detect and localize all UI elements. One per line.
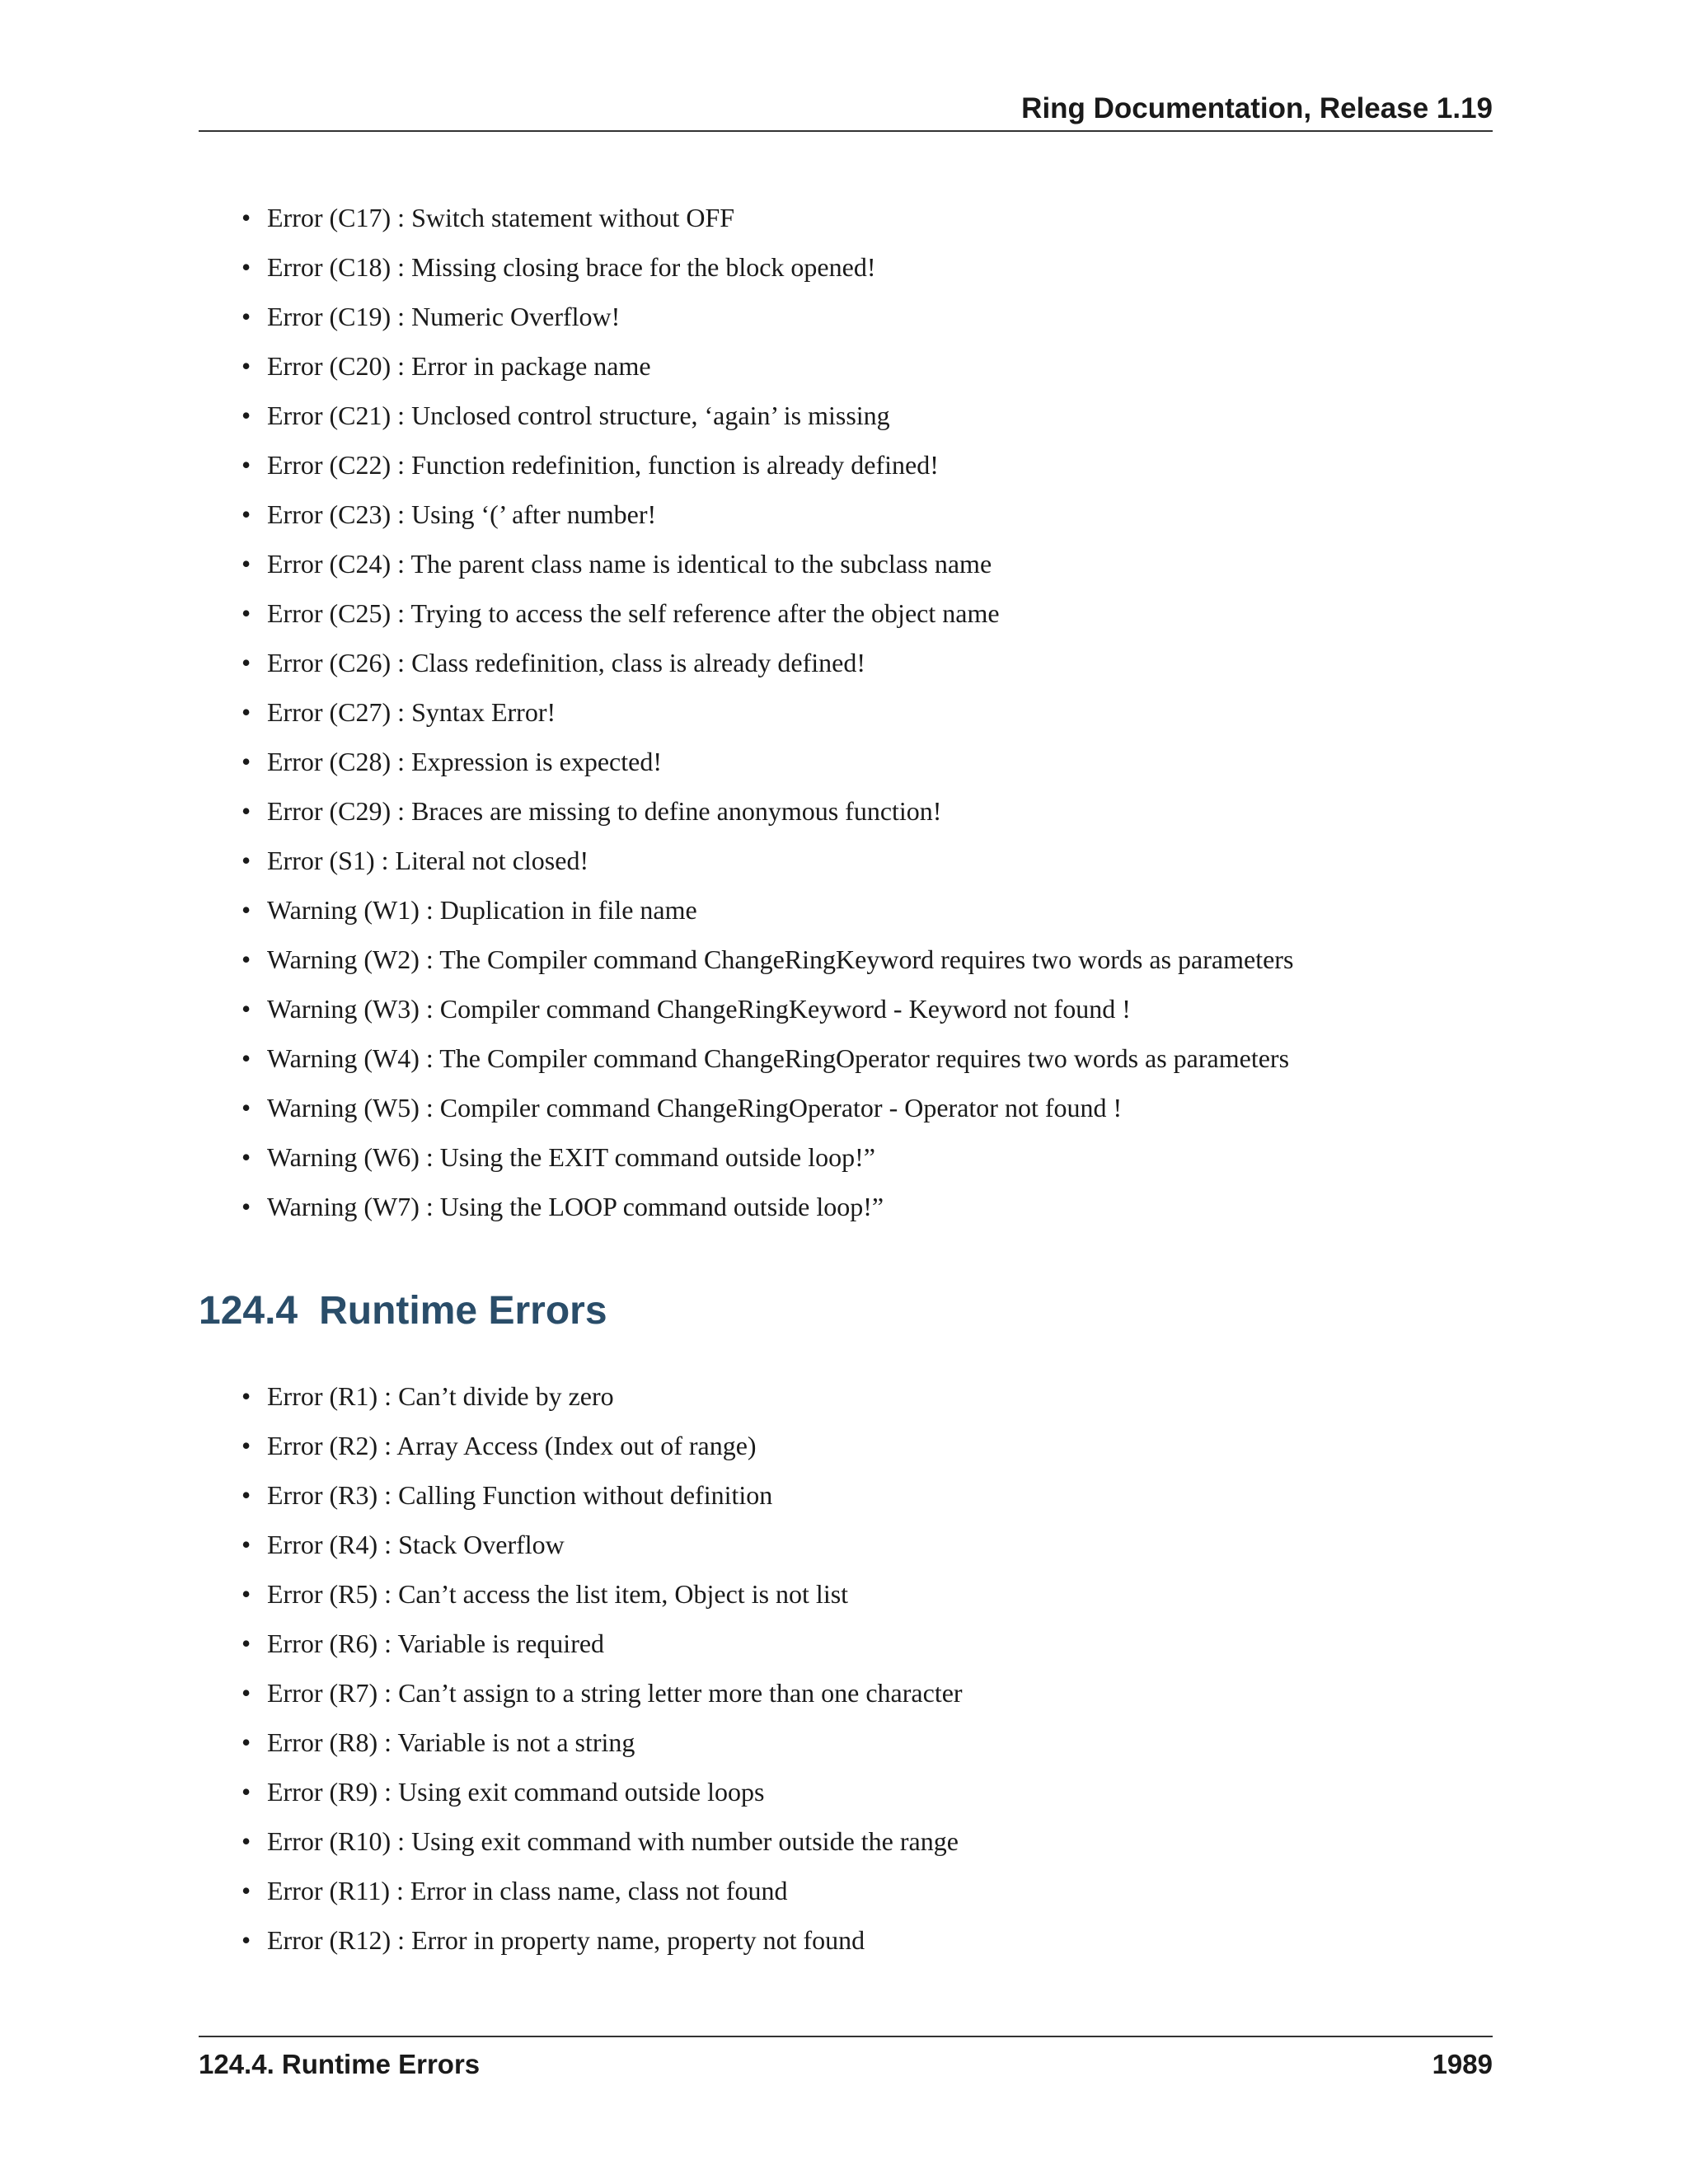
list-item: • Error (R11) : Error in class name, class not found	[241, 1876, 788, 1905]
list-item: • Error (R6) : Variable is required	[241, 1629, 605, 1658]
list-item: • Warning (W2) : The Compiler command ChangeRingKeyword requires two words as parameters	[241, 944, 1294, 974]
list-item: • Error (C29) : Braces are missing to define anonymous function!	[241, 796, 942, 826]
bullet-icon: •	[241, 1925, 251, 1955]
bullet-icon: •	[241, 252, 251, 282]
bullet-icon: •	[241, 1678, 251, 1708]
bullet-icon: •	[241, 1826, 251, 1856]
bullet-icon: •	[241, 1192, 251, 1221]
page-footer	[199, 2036, 1493, 2085]
bullet-icon: •	[241, 1727, 251, 1757]
bullet-icon: •	[241, 747, 251, 776]
list-item: • Error (S1) : Literal not closed!	[241, 846, 589, 875]
bullet-icon: •	[241, 944, 251, 974]
bullet-icon: •	[241, 549, 251, 579]
list-item: • Warning (W3) : Compiler command ChangeRingKeyword - Keyword not found !	[241, 994, 1131, 1024]
bullet-icon: •	[241, 1142, 251, 1172]
list-item: • Warning (W1) : Duplication in file name	[241, 895, 697, 925]
list-item: • Warning (W5) : Compiler command ChangeRingOperator - Operator not found !	[241, 1093, 1123, 1122]
bullet-icon: •	[241, 895, 251, 925]
list-item: • Error (R4) : Stack Overflow	[241, 1530, 565, 1559]
section-number: 124.4	[199, 1289, 298, 1333]
footer-section-label: 124.4. Runtime Errors	[199, 2049, 481, 2079]
list-item: • Error (C28) : Expression is expected!	[241, 747, 662, 776]
bullet-icon: •	[241, 697, 251, 727]
section-title: Runtime Errors	[319, 1289, 607, 1333]
bullet-icon: •	[241, 401, 251, 430]
bullet-icon: •	[241, 1777, 251, 1807]
compile-errors-list	[239, 201, 1293, 1240]
bullet-icon: •	[241, 1431, 251, 1460]
list-item: • Error (C20) : Error in package name	[241, 351, 651, 381]
list-item: • Error (C24) : The parent class name is identical to the subclass name	[241, 549, 992, 579]
bullet-icon: •	[241, 648, 251, 677]
bullet-icon: •	[241, 450, 251, 480]
list-item: • Warning (W4) : The Compiler command ChangeRingOperator requires two words as parameters	[241, 1043, 1290, 1073]
bullet-icon: •	[241, 1629, 251, 1658]
list-item: • Error (R2) : Array Access (Index out of range)	[241, 1431, 757, 1460]
document-title: Ring Documentation, Release 1.19	[1021, 92, 1493, 124]
bullet-icon: •	[241, 994, 251, 1024]
bullet-icon: •	[241, 1381, 251, 1411]
bullet-icon: •	[241, 1093, 251, 1122]
list-item: • Error (R5) : Can’t access the list item, Object is not list	[241, 1579, 849, 1609]
list-item: • Error (C27) : Syntax Error!	[241, 697, 556, 727]
list-item: • Error (C17) : Switch statement without OFF	[241, 203, 735, 232]
list-item: • Warning (W6) : Using the EXIT command outside loop!”	[241, 1142, 875, 1172]
list-item: • Error (C21) : Unclosed control structure, ‘again’ is missing	[241, 401, 890, 430]
list-item: • Error (R9) : Using exit command outside loops	[241, 1777, 765, 1807]
bullet-icon: •	[241, 351, 251, 381]
bullet-icon: •	[241, 1876, 251, 1905]
bullet-icon: •	[241, 1480, 251, 1510]
list-item: • Error (C26) : Class redefinition, class is already defined!	[241, 648, 865, 677]
list-item: • Error (C18) : Missing closing brace for the block opened!	[241, 252, 876, 282]
list-item: • Error (R8) : Variable is not a string	[241, 1727, 635, 1757]
bullet-icon: •	[241, 1043, 251, 1073]
list-item: • Error (R1) : Can’t divide by zero	[241, 1381, 614, 1411]
bullet-icon: •	[241, 796, 251, 826]
list-item: • Error (R7) : Can’t assign to a string letter more than one character	[241, 1678, 963, 1708]
page-number: 1989	[1432, 2049, 1493, 2079]
list-item: • Warning (W7) : Using the LOOP command outside loop!”	[241, 1192, 884, 1221]
runtime-errors-list	[239, 1380, 963, 1973]
list-item: • Error (R12) : Error in property name, property not found	[241, 1925, 865, 1955]
bullet-icon: •	[241, 846, 251, 875]
list-item: • Error (C23) : Using ‘(’ after number!	[241, 499, 657, 529]
section-heading	[199, 1288, 607, 1333]
list-item: • Error (R3) : Calling Function without definition	[241, 1480, 773, 1510]
list-item: • Error (R10) : Using exit command with number outside the range	[241, 1826, 959, 1856]
list-item: • Error (C19) : Numeric Overflow!	[241, 302, 621, 331]
bullet-icon: •	[241, 302, 251, 331]
bullet-icon: •	[241, 203, 251, 232]
bullet-icon: •	[241, 1530, 251, 1559]
bullet-icon: •	[241, 1579, 251, 1609]
page-header	[199, 89, 1493, 132]
list-item: • Error (C22) : Function redefinition, function is already defined!	[241, 450, 939, 480]
bullet-icon: •	[241, 598, 251, 628]
list-item: • Error (C25) : Trying to access the self reference after the object name	[241, 598, 1000, 628]
bullet-icon: •	[241, 499, 251, 529]
